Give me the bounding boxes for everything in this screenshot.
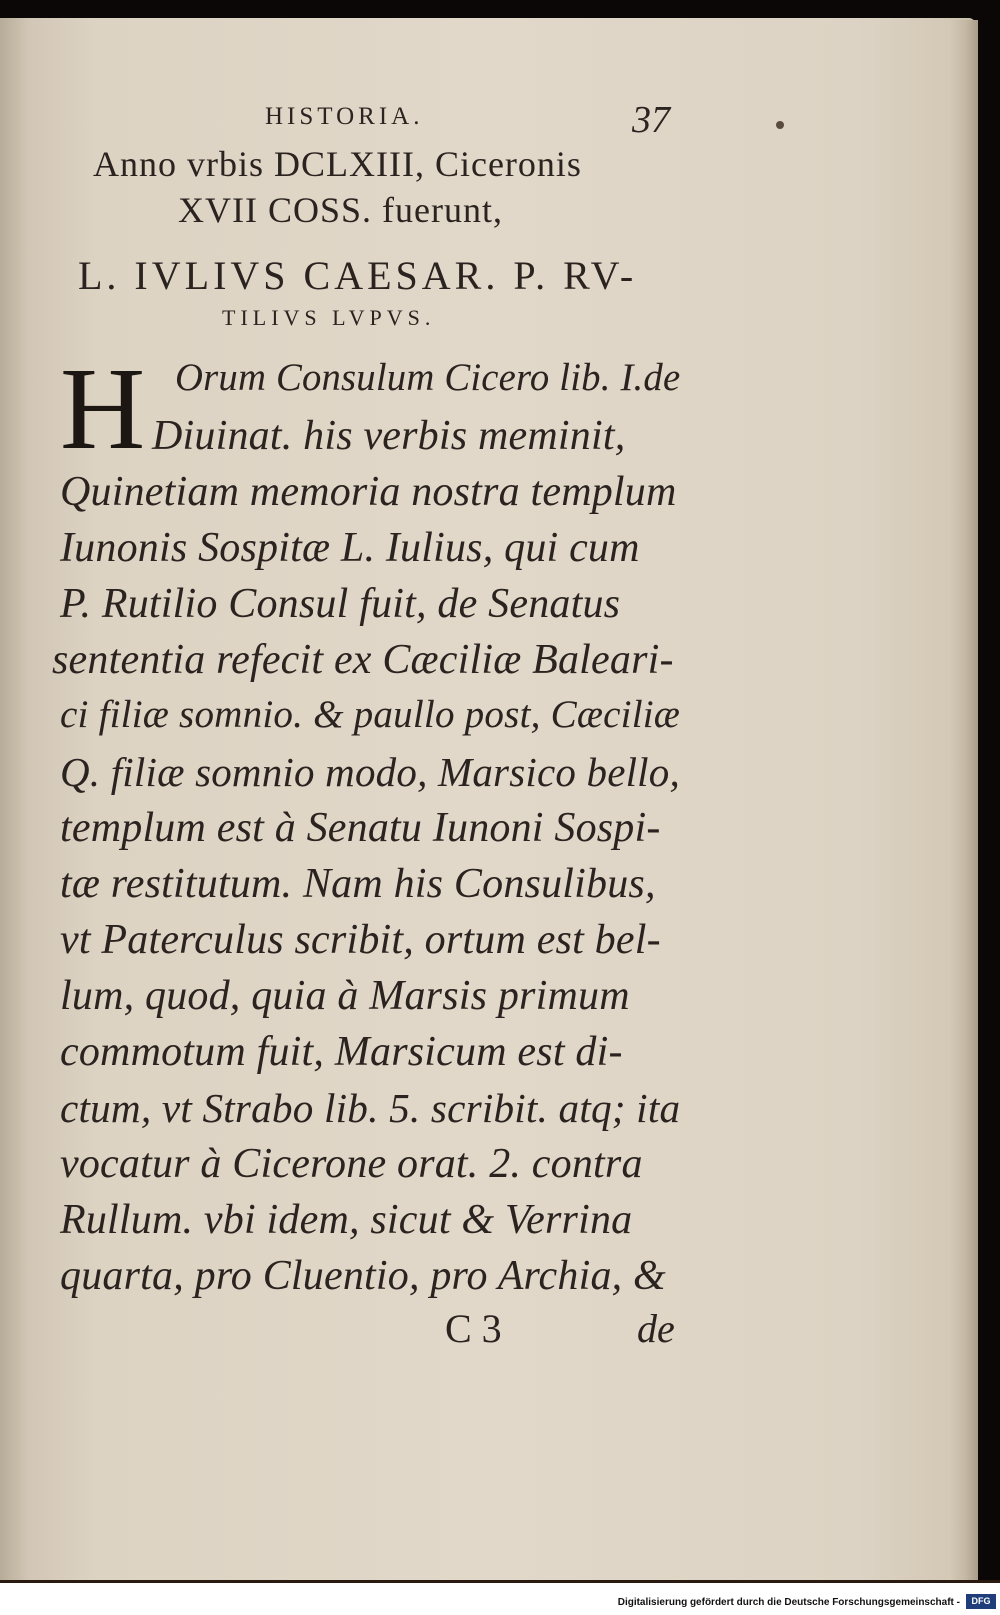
body-line-3: Quinetiam memoria nostra templum	[60, 469, 677, 515]
digitization-credit: Digitalisierung gefördert durch die Deutsche Forschungsgemeinschaft -	[617, 1597, 960, 1608]
signature-mark: C 3	[445, 1306, 502, 1351]
body-line-12: lum, quod, quia à Marsis primum	[60, 973, 630, 1019]
body-line-9: templum est à Senatu Iunoni Sospi-	[60, 805, 661, 851]
body-line-11: vt Paterculus scribit, ortum est bel-	[60, 917, 661, 963]
dfg-logo: DFG	[966, 1594, 996, 1609]
running-head: HISTORIA.	[265, 103, 424, 130]
intro-line-2: XVII COSS. fuerunt,	[178, 190, 503, 230]
page-number: 37	[632, 99, 670, 141]
body-line-2: Diuinat. his verbis meminit,	[152, 413, 626, 459]
body-line-5: P. Rutilio Consul fuit, de Senatus	[60, 581, 621, 627]
page-edge	[948, 20, 978, 1580]
body-line-4: Iunonis Sospitæ L. Iulius, qui cum	[60, 525, 640, 571]
body-line-8: Q. filiæ somnio modo, Marsico bello,	[60, 749, 680, 795]
consuls-heading-line-2: TILIVS LVPVS.	[222, 305, 436, 330]
drop-cap-initial: H	[60, 343, 146, 474]
ink-spot	[776, 121, 784, 129]
intro-line-1: Anno vrbis DCLXIII, Ciceronis	[93, 144, 582, 184]
catchword: de	[637, 1306, 675, 1351]
body-line-16: Rullum. vbi idem, sicut & Verrina	[60, 1197, 633, 1243]
consuls-heading-line-1: L. IVLIVS CAESAR. P. RV-	[78, 253, 638, 298]
body-line-10: tæ restitutum. Nam his Consulibus,	[60, 861, 656, 907]
body-line-15: vocatur à Cicerone orat. 2. contra	[60, 1141, 643, 1187]
body-line-13: commotum fuit, Marsicum est di-	[60, 1029, 623, 1075]
body-line-7: ci filiæ somnio. & paullo post, Cæciliæ	[60, 693, 681, 736]
body-line-17: quarta, pro Cluentio, pro Archia, &	[60, 1253, 666, 1299]
body-line-6: sententia refecit ex Cæciliæ Baleari-	[52, 637, 674, 683]
body-line-14: ctum, vt Strabo lib. 5. scribit. atq; ita	[60, 1085, 681, 1131]
body-line-1: Orum Consulum Cicero lib. I.de	[175, 357, 681, 399]
